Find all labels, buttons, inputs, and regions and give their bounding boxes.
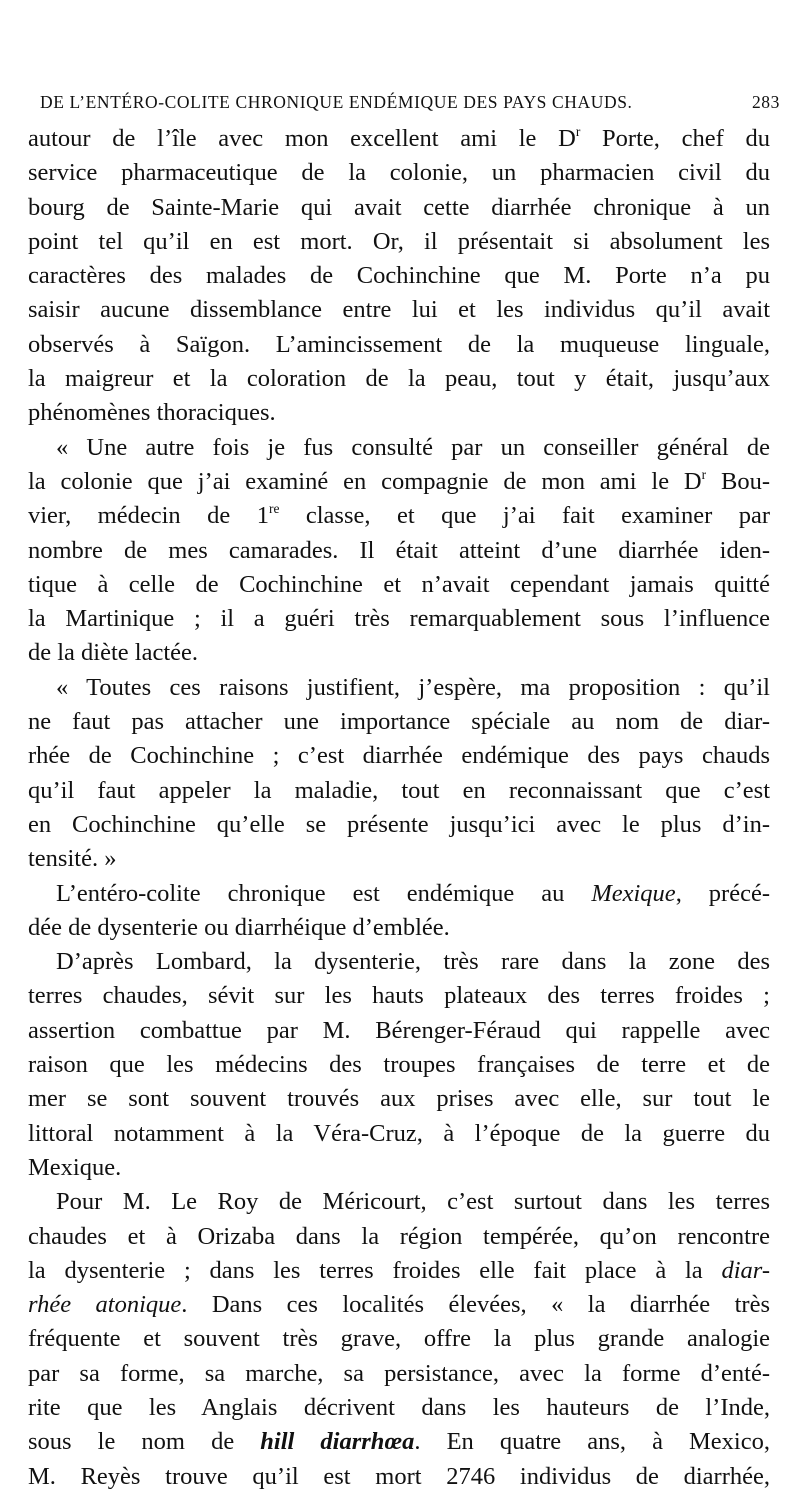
text-line: par sa forme, sa marche, sa persistance, avec la forme d’enté- <box>28 1359 770 1387</box>
text-line: phénomènes thoraciques. <box>28 399 276 427</box>
body-text <box>28 122 770 1494</box>
text-line: M. Reyès trouve qu’il est mort 2746 individus de diarrhée, <box>28 1462 770 1490</box>
text-line: bourg de Sainte-Marie qui avait cette diarrhée chronique à un <box>28 193 770 221</box>
text-line: point tel qu’il en est mort. Or, il présentait si absolument les <box>28 227 770 255</box>
text-line: en Cochinchine qu’elle se présente jusqu’ici avec le plus d’in- <box>28 810 770 838</box>
text-line: rhée de Cochinchine ; c’est diarrhée endémique des pays chauds <box>28 742 770 770</box>
running-head-title: DE L’ENTÉRO-COLITE CHRONIQUE ENDÉMIQUE DES PAYS CHAUDS. <box>40 92 633 112</box>
text-line: littoral notamment à la Véra-Cruz, à l’époque de la guerre du <box>28 1119 770 1147</box>
text-line: fréquente et souvent très grave, offre la plus grande analogie <box>28 1325 770 1353</box>
text-line: Pour M. Le Roy de Méricourt, c’est surtout dans les terres <box>56 1188 770 1216</box>
text-line: qu’il faut appeler la maladie, tout en reconnaissant que c’est <box>28 776 770 804</box>
text-line: la maigreur et la coloration de la peau, tout y était, jusqu’aux <box>28 365 770 393</box>
page-number: 283 <box>751 92 780 112</box>
text-line: la dysenterie ; dans les terres froides elle fait place à la diar- <box>28 1256 770 1284</box>
text-line: sous le nom de hill diarrhœa. En quatre ans, à Mexico, <box>28 1428 770 1456</box>
text-line: autour de l’île avec mon excellent ami le $D^r$ Porte, chef du <box>28 123 770 152</box>
text-line: ne faut pas attacher une importance spéciale au nom de diar- <box>28 708 770 736</box>
text-line: la colonie que j’ai examiné en compagnie de mon ami le $D^r$ Bou- <box>28 466 770 495</box>
text-line: D’après Lombard, la dysenterie, très rare dans la zone des <box>56 948 770 976</box>
text-line: observés à Saïgon. L’amincissement de la muqueuse linguale, <box>28 330 770 358</box>
text-line: nombre de mes camarades. Il était atteint d’une diarrhée iden- <box>28 536 770 564</box>
text-line: « Une autre fois je fus consulté par un conseiller général de <box>56 433 770 461</box>
text-line: vier, médecin de 1re classe, et que j’ai fait examiner par <box>28 501 770 530</box>
text-line: L’entéro-colite chronique est endémique au Mexique, précé- <box>56 879 770 907</box>
text-line: assertion combattue par M. Bérenger-Féraud qui rappelle avec <box>28 1016 770 1044</box>
text-line: tensité. » <box>28 845 117 873</box>
text-line: dée de dysenterie ou diarrhéique d’emblée. <box>28 913 450 941</box>
text-line: rhée atonique. Dans ces localités élevées, « la diarrhée très <box>28 1291 770 1319</box>
text-line: terres chaudes, sévit sur les hauts plateaux des terres froides ; <box>28 982 770 1010</box>
running-head <box>40 92 780 118</box>
text-line: de la diète lactée. <box>28 639 199 667</box>
text-line: raison que les médecins des troupes françaises de terre et de <box>28 1051 770 1079</box>
text-line: tique à celle de Cochinchine et n’avait cependant jamais quitté <box>28 570 770 598</box>
text-line: caractères des malades de Cochinchine que M. Porte n’a pu <box>28 262 770 290</box>
text-line: la Martinique ; il a guéri très remarquablement sous l’influence <box>28 605 770 633</box>
text-line: service pharmaceutique de la colonie, un pharmacien civil du <box>28 159 770 187</box>
text-line: « Toutes ces raisons justifient, j’espère, ma proposition : qu’il <box>56 673 770 701</box>
text-line: saisir aucune dissemblance entre lui et les individus qu’il avait <box>28 296 770 324</box>
text-line: rite que les Anglais décrivent dans les hauteurs de l’Inde, <box>28 1393 770 1421</box>
text-line: Mexique. <box>28 1153 122 1181</box>
text-line: mer se sont souvent trouvés aux prises avec elle, sur tout le <box>28 1085 770 1113</box>
text-line: chaudes et à Orizaba dans la région tempérée, qu’on rencontre <box>28 1222 770 1250</box>
